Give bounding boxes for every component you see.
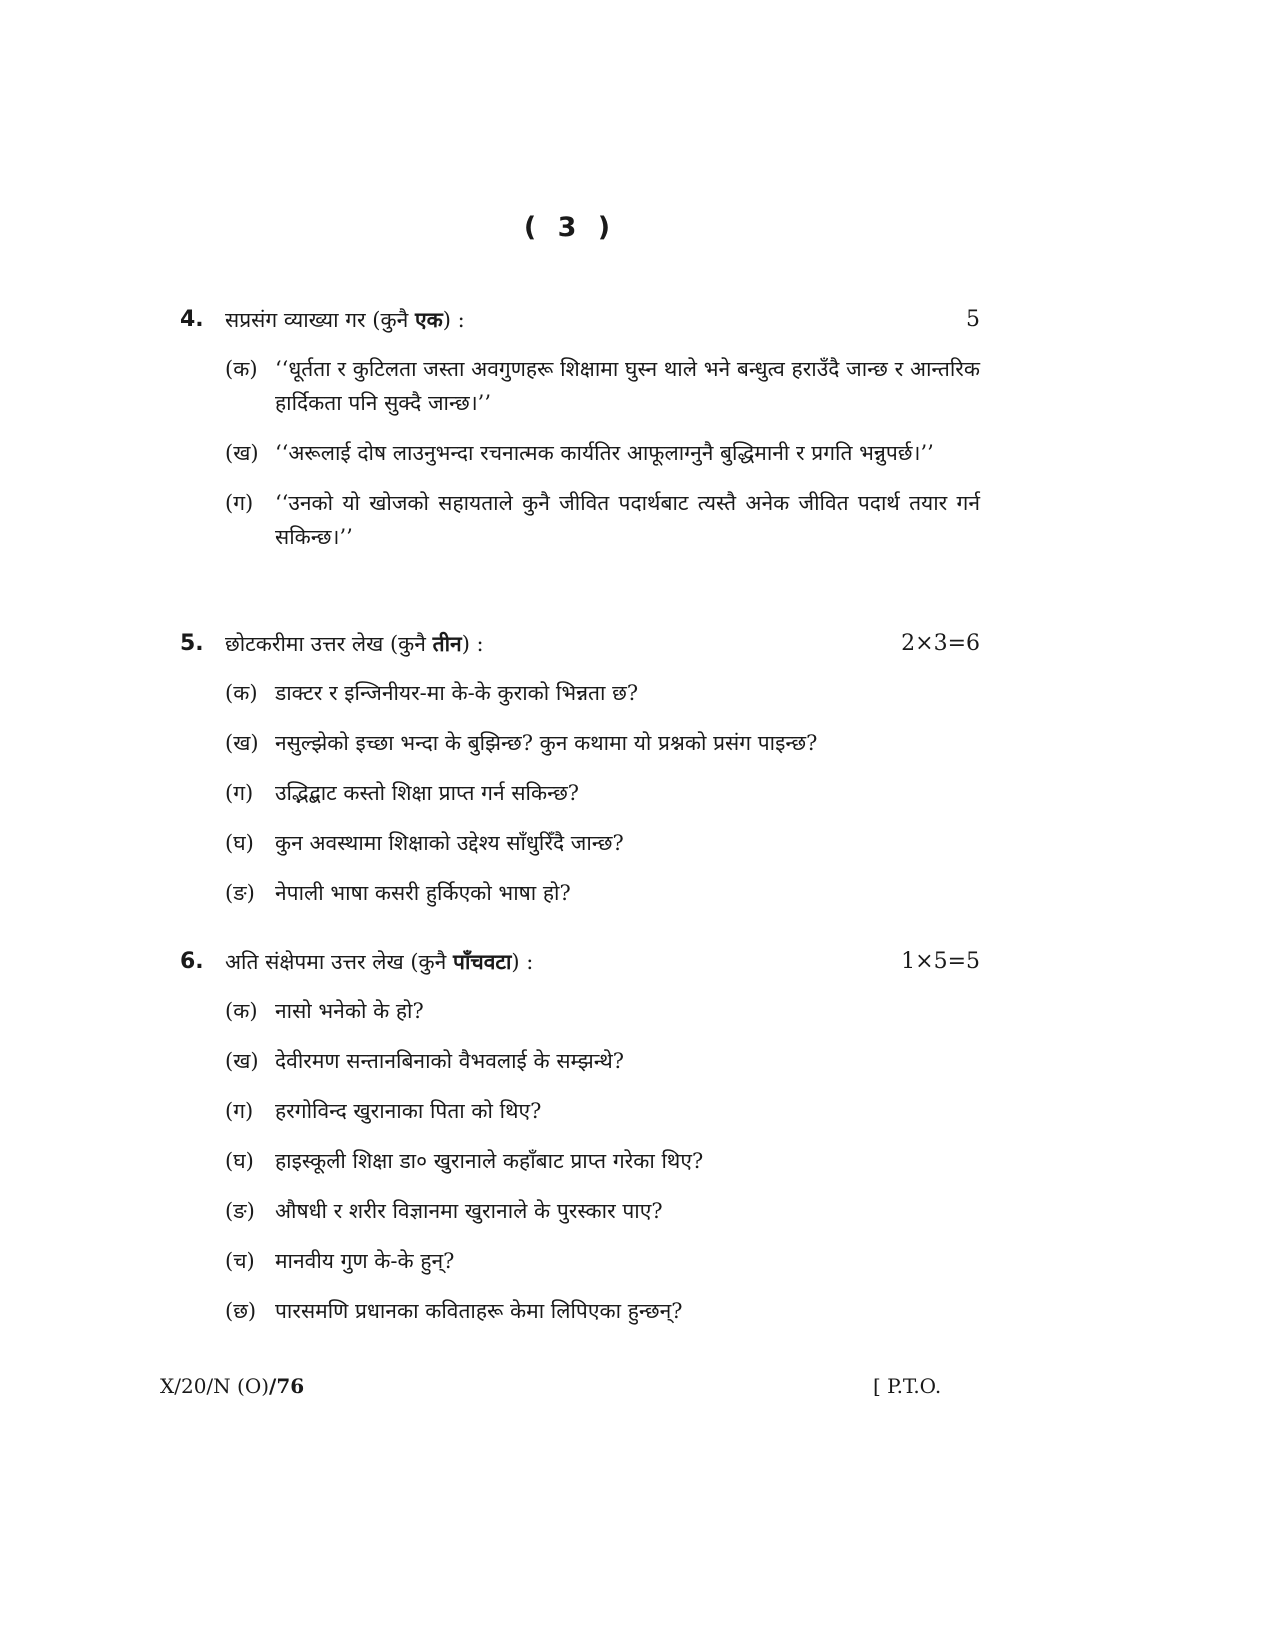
question-item	[225, 486, 980, 554]
item-label: (च)	[225, 1249, 255, 1273]
item-label: (ग)	[225, 781, 254, 805]
page-number: ( 3 )	[523, 212, 617, 243]
question-marks: 1×5=5	[901, 949, 980, 974]
item-label: (ग)	[225, 1099, 254, 1123]
question-title: सप्रसंग व्याख्या गर (कुनै एक) :	[225, 307, 465, 332]
question-5	[180, 626, 980, 910]
item-label: (घ)	[225, 1149, 254, 1173]
question-item	[225, 994, 980, 1028]
question-item	[225, 876, 980, 910]
question-number: 5.	[180, 631, 204, 656]
question-4	[180, 302, 980, 554]
question-marks: 5	[966, 307, 980, 332]
item-text: नेपाली भाषा कसरी हुर्किएको भाषा हो?	[275, 881, 571, 905]
item-label: (छ)	[225, 1299, 257, 1323]
item-label: (ङ)	[225, 1199, 255, 1223]
question-number: 6.	[180, 949, 204, 974]
item-text: औषधी र शरीर विज्ञानमा खुरानाले के पुरस्कार पाए?	[275, 1199, 663, 1223]
question-5-header	[180, 626, 980, 662]
item-text: नसुल्झेको इच्छा भन्दा के बुझिन्छ? कुन कथामा यो प्रश्नको प्रसंग पाइन्छ?	[275, 731, 818, 755]
question-marks: 2×3=6	[901, 631, 980, 656]
question-item	[225, 1244, 980, 1278]
question-item	[225, 1044, 980, 1078]
item-text: पारसमणि प्रधानका कविताहरू केमा लिपिएका हुन्छन्?	[275, 1299, 683, 1323]
item-text: उद्भिद्बाट कस्तो शिक्षा प्राप्त गर्न सकिन्छ?	[275, 781, 580, 805]
question-6-header	[180, 944, 980, 980]
item-label: (ख)	[225, 441, 259, 465]
question-item	[225, 1144, 980, 1178]
question-item	[225, 826, 980, 860]
item-label: (ङ)	[225, 881, 255, 905]
item-label: (क)	[225, 357, 258, 381]
item-text: ‘‘अरूलाई दोष लाउनुभन्दा रचनात्मक कार्यतिर आफूलाग्नुनै बुद्धिमानी र प्रगति भन्नुपर्छ।’’	[275, 441, 934, 465]
item-label: (ख)	[225, 1049, 259, 1073]
item-text: देवीरमण सन्तानबिनाको वैभवलाई के सम्झन्थे?	[275, 1049, 625, 1073]
question-4-header	[180, 302, 980, 338]
question-item	[225, 436, 980, 470]
question-item	[225, 1194, 980, 1228]
item-label: (घ)	[225, 831, 254, 855]
question-title: छोटकरीमा उत्तर लेख (कुनै तीन) :	[225, 631, 484, 656]
question-number: 4.	[180, 307, 204, 332]
item-text: हाइस्कूली शिक्षा डा० खुरानाले कहाँबाट प्राप्त गरेका थिए?	[275, 1149, 704, 1173]
item-label: (ख)	[225, 731, 259, 755]
pto-note: [ P.T.O.	[873, 1374, 942, 1398]
question-item	[225, 352, 980, 420]
question-6	[180, 944, 980, 1328]
item-label: (ग)	[225, 491, 254, 515]
question-item	[225, 776, 980, 810]
item-label: (क)	[225, 681, 258, 705]
item-text: हरगोविन्द खुरानाका पिता को थिए?	[275, 1099, 542, 1123]
item-text: डाक्टर र इन्जिनीयर-मा के-के कुराको भिन्नता छ?	[275, 681, 639, 705]
item-text: कुन अवस्थामा शिक्षाको उद्देश्य साँधुरिँदै जान्छ?	[275, 831, 624, 855]
question-title: अति संक्षेपमा उत्तर लेख (कुनै पाँचवटा) :	[225, 949, 534, 974]
paper-code: X/20/N (O)/76	[160, 1374, 305, 1398]
question-item	[225, 726, 980, 760]
item-text: ‘‘धूर्तता र कुटिलता जस्ता अवगुणहरू शिक्षामा घुस्न थाले भने बन्धुत्व हराउँदै जान्छ र आन्तरिक हार्दिकता पनि सुक्दै जान्छ।’’	[275, 357, 980, 415]
question-item	[225, 676, 980, 710]
item-label: (क)	[225, 999, 258, 1023]
item-text: ‘‘उनको यो खोजको सहायताले कुनै जीवित पदार्थबाट त्यस्तै अनेक जीवित पदार्थ तयार गर्न सकिन्छ।’’	[275, 491, 980, 549]
item-text: नासो भनेको के हो?	[275, 999, 424, 1023]
question-item	[225, 1094, 980, 1128]
item-text: मानवीय गुण के-के हुन्?	[275, 1249, 455, 1273]
question-item	[225, 1294, 980, 1328]
